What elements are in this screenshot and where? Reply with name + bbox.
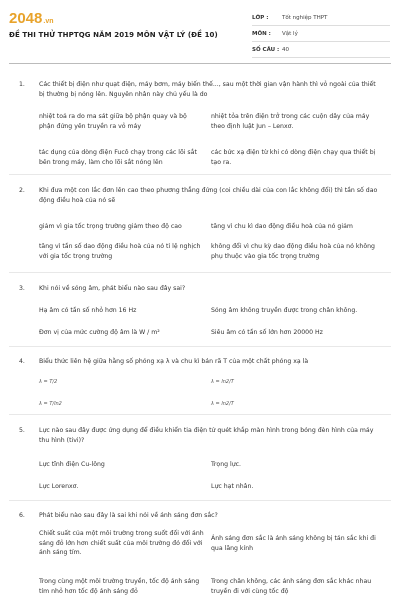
question-separator bbox=[9, 346, 391, 347]
option[interactable]: tác dụng của dòng điện Fucô chạy trong các lõi sắt bên trong máy, làm cho lõi sắt nóng lên bbox=[39, 149, 197, 166]
question-1: 1. Các thiết bị điện như quạt điện, máy bơm, máy biến thế..., sau một thời gian vận hành thì vỏ ngoài của thiết bị thường bị nóng lên. Nguyên nhân này chủ yếu là do bbox=[19, 80, 379, 99]
question-stem: Khi đưa một con lắc đơn lên cao theo phương thẳng đứng (coi chiều dài của con lắc không đổi) thì tần số dao động điều hoà của nó sẽ bbox=[39, 187, 378, 204]
option[interactable]: Hạ âm có tần số nhỏ hơn 16 Hz bbox=[39, 307, 137, 314]
header-divider bbox=[9, 63, 391, 64]
option[interactable]: các bức xạ điện từ khi có dòng điện chạy qua thiết bị tạo ra. bbox=[211, 149, 376, 166]
question-stem: Biểu thức liên hệ giữa hằng số phóng xạ λ và chu kì bán rã T của một chất phóng xạ là bbox=[39, 358, 309, 365]
question-separator bbox=[9, 272, 391, 273]
question-2: 2. Khi đưa một con lắc đơn lên cao theo phương thẳng đứng (coi chiều dài của con lắc không đổi) thì tần số dao động điều hoà của nó sẽ bbox=[19, 187, 378, 204]
question-5: 5. Lực nào sau đây được ứng dụng để điều khiển tia điện tử quét khắp màn hình trong bóng đèn hình của máy thu hình (tivi)? bbox=[19, 426, 379, 445]
question-separator bbox=[9, 414, 391, 415]
meta-row-subject: MÔN : Vật lý bbox=[252, 26, 390, 42]
option[interactable]: Lực tĩnh điện Cu-lông bbox=[39, 461, 105, 468]
option[interactable]: nhiệt toả ra do ma sát giữa bộ phận quay và bộ phận đứng yên truyền ra vỏ máy bbox=[39, 113, 187, 130]
option[interactable]: Trọng lực. bbox=[211, 461, 242, 468]
question-stem: Phát biểu nào sau đây là sai khi nói về ánh sáng đơn sắc? bbox=[39, 512, 218, 519]
option[interactable]: nhiệt tỏa trên điện trở trong các cuộn dây của máy theo định luật Jun – Lenxơ. bbox=[211, 113, 370, 130]
option[interactable]: Trong chân không, các ánh sáng đơn sắc khác nhau truyền đi với cùng tốc độ bbox=[211, 578, 372, 595]
meta-row-class: LỚP : Tốt nghiệp THPT bbox=[252, 10, 390, 26]
option[interactable]: tăng vì tần số dao động điều hoà của nó tỉ lệ nghịch với gia tốc trọng trường bbox=[39, 243, 201, 260]
option[interactable]: Chiết suất của một môi trường trong suốt đối với ánh sáng đỏ lớn hơn chiết suất của môi trường đó đối với ánh sáng tím. bbox=[39, 530, 204, 556]
option[interactable]: λ = ln2/T bbox=[211, 401, 234, 407]
option[interactable]: giảm vì gia tốc trọng trường giảm theo độ cao bbox=[39, 223, 182, 230]
exam-meta bbox=[252, 10, 390, 58]
meta-row-count: SỐ CÂU : 40 bbox=[252, 42, 390, 58]
option[interactable]: Đơn vị của mức cường độ âm là W / m² bbox=[39, 329, 160, 336]
question-stem: Khi nói về sóng âm, phát biểu nào sau đây sai? bbox=[39, 285, 186, 292]
exam-title: ĐỀ THI THỬ THPTQG NĂM 2019 MÔN VẬT LÝ (ĐỀ 10) bbox=[9, 31, 218, 39]
option[interactable]: Ánh sáng đơn sắc là ánh sáng không bị tán sắc khi đi qua lăng kính bbox=[211, 535, 376, 552]
option[interactable]: λ = T/ln2 bbox=[39, 401, 62, 407]
option[interactable]: λ = T/2 bbox=[39, 379, 58, 385]
question-6: 6. Phát biểu nào sau đây là sai khi nói về ánh sáng đơn sắc? bbox=[19, 511, 379, 521]
question-separator bbox=[9, 174, 391, 175]
option[interactable]: Siêu âm có tần số lớn hơn 20000 Hz bbox=[211, 329, 323, 336]
option[interactable]: λ = ln2/T bbox=[211, 379, 234, 385]
question-separator bbox=[9, 500, 391, 501]
question-stem: Các thiết bị điện như quạt điện, máy bơm, máy biến thế..., sau một thời gian vận hành thì vỏ ngoài của thiết bị thường bị nóng lên. Nguyên nhân này chủ yếu là do bbox=[39, 81, 376, 98]
question-3: 3. Khi nói về sóng âm, phát biểu nào sau đây sai? bbox=[19, 284, 379, 294]
option[interactable]: Sóng âm không truyền được trong chân không. bbox=[211, 307, 358, 314]
question-4: 4. Biểu thức liên hệ giữa hằng số phóng xạ λ và chu kì bán rã T của một chất phóng xạ là bbox=[19, 357, 379, 367]
option[interactable]: không đổi vì chu kỳ dao động điều hoà của nó không phụ thuộc vào gia tốc trọng trường bbox=[211, 243, 375, 260]
option[interactable]: Lực Lorenxơ. bbox=[39, 483, 79, 490]
option[interactable]: Trong cùng một môi trường truyền, tốc độ ánh sáng tím nhỏ hơn tốc độ ánh sáng đỏ bbox=[39, 578, 200, 595]
question-stem: Lực nào sau đây được ứng dụng để điều khiển tia điện tử quét khắp màn hình trong bóng đèn hình của máy thu hình (tivi)? bbox=[39, 427, 374, 444]
site-logo[interactable]: 2048.vn bbox=[9, 10, 54, 27]
option[interactable]: tăng vì chu kì dao động điều hoà của nó giảm bbox=[211, 223, 353, 230]
option[interactable]: Lực hạt nhân. bbox=[211, 483, 254, 490]
